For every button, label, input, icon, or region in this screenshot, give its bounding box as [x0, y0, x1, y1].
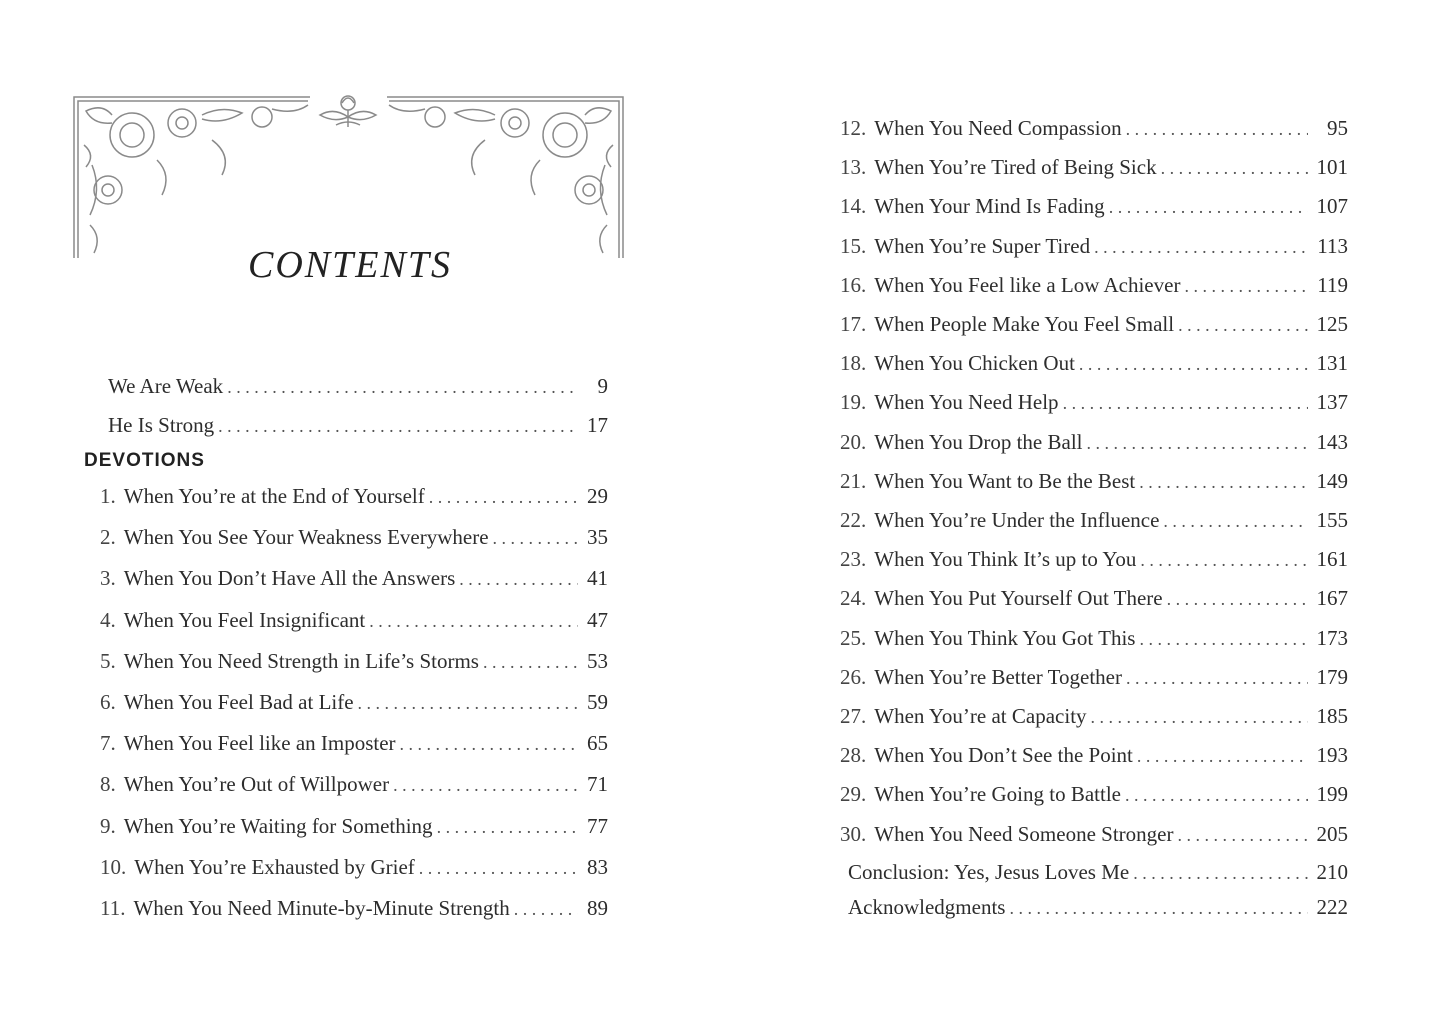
dot-leader [1122, 119, 1308, 140]
toc-page-number: 125 [1316, 312, 1348, 336]
dot-leader [1083, 433, 1309, 454]
toc-page-number: 113 [1317, 233, 1348, 258]
toc-entry[interactable] [840, 155, 1348, 185]
toc-entry-label: When Your Mind Is Fading [874, 194, 1105, 219]
toc-entry-label: When You Chicken Out [874, 351, 1075, 376]
toc-page-number: 179 [1316, 664, 1348, 689]
dot-leader [1075, 354, 1308, 375]
toc-entry[interactable] [100, 690, 608, 720]
dot-leader [510, 899, 578, 920]
dot-leader [223, 377, 578, 398]
dot-leader [415, 858, 578, 879]
toc-entry-number: 10. [100, 854, 127, 879]
toc-entry-number: 18. [840, 351, 867, 376]
toc-entry-label: When You’re Going to Battle [874, 782, 1121, 807]
toc-entry-label: When You Need Minute-by-Minute Strength [133, 896, 510, 920]
toc-entry-number: 20. [840, 429, 867, 454]
toc-entry-number: 3. [100, 566, 116, 591]
toc-entry-label: When You Need Help [874, 390, 1059, 415]
toc-entry[interactable] [840, 234, 1348, 264]
toc-entry-closing[interactable] [848, 860, 1348, 890]
toc-page-number: 47 [587, 607, 608, 632]
toc-entry[interactable] [840, 273, 1348, 303]
toc-page-number: 210 [1316, 860, 1348, 884]
toc-entry-label: When You Think You Got This [874, 625, 1136, 650]
toc-entry-number: 24. [840, 586, 867, 611]
toc-page-number: 29 [587, 484, 608, 508]
toc-entry-number: 7. [100, 731, 116, 756]
toc-entry-intro[interactable] [108, 374, 608, 404]
toc-entry-number: 15. [840, 233, 867, 258]
toc-page-number: 149 [1316, 468, 1348, 493]
dot-leader [1159, 511, 1308, 532]
dot-leader [1090, 237, 1308, 258]
toc-page-number: 83 [587, 854, 608, 879]
toc-entry-label: When People Make You Feel Small [874, 312, 1175, 336]
toc-entry-number: 28. [840, 743, 867, 768]
toc-entry[interactable] [100, 525, 608, 555]
toc-page-number: 41 [587, 566, 608, 591]
toc-entry[interactable] [100, 814, 608, 844]
toc-page-number: 143 [1316, 429, 1348, 454]
toc-entry-label: When You Think It’s up to You [874, 547, 1137, 572]
toc-page-number: 199 [1316, 782, 1348, 807]
toc-entry[interactable] [100, 896, 608, 926]
toc-entry[interactable] [100, 484, 608, 514]
toc-page-number: 222 [1316, 895, 1348, 919]
toc-entry[interactable] [840, 665, 1348, 695]
dot-leader [1174, 315, 1308, 336]
toc-page-number: 77 [587, 813, 608, 838]
toc-page-number: 193 [1316, 743, 1348, 768]
dot-leader [1135, 629, 1308, 650]
toc-page-number: 161 [1316, 547, 1348, 572]
toc-entry[interactable] [840, 194, 1348, 224]
toc-entry[interactable] [840, 586, 1348, 616]
toc-entry-number: 8. [100, 772, 116, 797]
toc-page-number: 65 [587, 731, 608, 756]
toc-page-number: 185 [1316, 704, 1348, 728]
toc-page-number: 59 [587, 690, 608, 714]
toc-page-number: 131 [1316, 351, 1348, 376]
toc-entry[interactable] [100, 731, 608, 761]
toc-entry-label: When You Feel Insignificant [123, 607, 366, 632]
toc-entry-number: 21. [840, 468, 867, 493]
toc-page-number: 35 [587, 525, 608, 550]
toc-page-number: 101 [1316, 155, 1348, 180]
toc-entry[interactable] [840, 743, 1348, 773]
toc-page-number: 95 [1327, 116, 1348, 140]
toc-page-number: 137 [1316, 390, 1348, 415]
toc-page-number: 119 [1317, 272, 1348, 297]
toc-entry-number: 4. [100, 607, 116, 632]
toc-entry-number: 2. [100, 525, 116, 550]
toc-entry-label: When You See Your Weakness Everywhere [123, 525, 489, 550]
toc-entry-label: When You Feel like a Low Achiever [874, 272, 1181, 297]
dot-leader [1005, 898, 1308, 919]
toc-entry[interactable] [100, 649, 608, 679]
toc-entry-label: When You Need Compassion [874, 116, 1122, 140]
dot-leader [425, 487, 578, 508]
dot-leader [389, 775, 578, 796]
toc-entry-label: When You Don’t See the Point [874, 743, 1133, 768]
toc-entry-label: When You’re Better Together [874, 664, 1122, 689]
toc-entry-label: When You’re Exhausted by Grief [134, 854, 415, 879]
dot-leader [1135, 472, 1308, 493]
dot-leader [1133, 746, 1308, 767]
toc-entry-label: When You’re Super Tired [874, 233, 1091, 258]
toc-entry-number: 29. [840, 782, 867, 807]
toc-entry-label: Acknowledgments [848, 895, 1006, 919]
toc-page-number: 71 [587, 772, 608, 797]
toc-entry-number: 14. [840, 194, 867, 219]
toc-entry-label: When You Put Yourself Out There [874, 586, 1163, 611]
toc-entry-number: 22. [840, 508, 867, 532]
dot-leader [1121, 785, 1308, 806]
toc-entry[interactable] [840, 430, 1348, 460]
toc-page-number: 89 [587, 896, 608, 920]
toc-entry[interactable] [100, 855, 608, 885]
dot-leader [479, 652, 578, 673]
dot-leader [433, 817, 578, 838]
toc-entry[interactable] [100, 772, 608, 802]
toc-entry[interactable] [100, 566, 608, 596]
toc-entry-label: When You Drop the Ball [874, 429, 1083, 454]
toc-entry-closing[interactable] [848, 895, 1348, 925]
dot-leader [455, 569, 578, 590]
dot-leader [396, 734, 578, 755]
toc-entry-number: 11. [100, 896, 126, 920]
toc-entry-label: When You’re Waiting for Something [123, 813, 433, 838]
toc-page-number: 9 [597, 374, 608, 398]
toc-entry-label: When You Don’t Have All the Answers [123, 566, 456, 591]
toc-entry[interactable] [840, 390, 1348, 420]
toc-entry-label: When You’re Out of Willpower [123, 772, 390, 797]
toc-page-number: 155 [1316, 508, 1348, 532]
toc-entry-number: 23. [840, 547, 867, 572]
toc-entry-number: 12. [840, 116, 867, 140]
toc-page-number: 167 [1316, 586, 1348, 611]
toc-page-number: 17 [587, 413, 608, 437]
toc-entry-number: 6. [100, 690, 116, 714]
toc-entry-number: 5. [100, 648, 116, 673]
dot-leader [1122, 668, 1308, 689]
floral-corner-ornament-icon [72, 95, 625, 260]
toc-entry[interactable] [100, 608, 608, 638]
dot-leader [1157, 158, 1308, 179]
toc-entry-number: 1. [100, 484, 116, 508]
toc-entry-number: 9. [100, 813, 116, 838]
toc-entry[interactable] [840, 782, 1348, 812]
toc-entry-label: When You’re at Capacity [874, 704, 1087, 728]
toc-entry-number: 19. [840, 390, 867, 415]
dot-leader [1173, 825, 1308, 846]
page-title: CONTENTS [248, 244, 452, 286]
dot-leader [214, 416, 578, 437]
toc-entry[interactable] [840, 116, 1348, 146]
toc-entry-label: When You Feel like an Imposter [123, 731, 396, 756]
dot-leader [1087, 707, 1308, 728]
toc-entry[interactable] [840, 626, 1348, 656]
dot-leader [1059, 393, 1308, 414]
dot-leader [1163, 589, 1308, 610]
toc-page-number: 107 [1316, 194, 1348, 219]
toc-entry[interactable] [840, 469, 1348, 499]
toc-page-number: 53 [587, 648, 608, 673]
left-page [0, 0, 720, 1012]
toc-entry[interactable] [840, 547, 1348, 577]
toc-page-number: 205 [1316, 821, 1348, 846]
toc-entry-number: 27. [840, 704, 867, 728]
right-page [722, 0, 1445, 1012]
toc-entry-label: Conclusion: Yes, Jesus Loves Me [848, 860, 1130, 884]
toc-entry-intro[interactable] [108, 413, 608, 443]
toc-entry-label: He Is Strong [108, 413, 215, 437]
toc-entry-label: When You Feel Bad at Life [123, 690, 354, 714]
toc-entry-number: 25. [840, 625, 867, 650]
dot-leader [1180, 276, 1308, 297]
toc-entry-number: 13. [840, 155, 867, 180]
dot-leader [1105, 197, 1308, 218]
toc-entry-number: 16. [840, 272, 867, 297]
dot-leader [365, 611, 578, 632]
dot-leader [1129, 863, 1308, 884]
toc-page-number: 173 [1316, 625, 1348, 650]
toc-entry-number: 26. [840, 664, 867, 689]
toc-entry[interactable] [840, 508, 1348, 538]
toc-entry[interactable] [840, 822, 1348, 852]
dot-leader [354, 693, 578, 714]
toc-entry-label: We Are Weak [108, 374, 224, 398]
section-heading: DEVOTIONS [84, 450, 205, 471]
toc-entry-number: 30. [840, 821, 867, 846]
toc-entry-number: 17. [840, 312, 867, 336]
toc-entry[interactable] [840, 704, 1348, 734]
toc-entry-label: When You’re at the End of Yourself [123, 484, 425, 508]
toc-entry-label: When You’re Tired of Being Sick [874, 155, 1157, 180]
toc-entry-label: When You’re Under the Influence [874, 508, 1160, 532]
toc-entry[interactable] [840, 351, 1348, 381]
toc-entry-label: When You Need Someone Stronger [874, 821, 1174, 846]
toc-entry-label: When You Want to Be the Best [874, 468, 1136, 493]
toc-entry[interactable] [840, 312, 1348, 342]
dot-leader [1136, 550, 1308, 571]
dot-leader [489, 528, 578, 549]
toc-entry-label: When You Need Strength in Life’s Storms [123, 648, 479, 673]
